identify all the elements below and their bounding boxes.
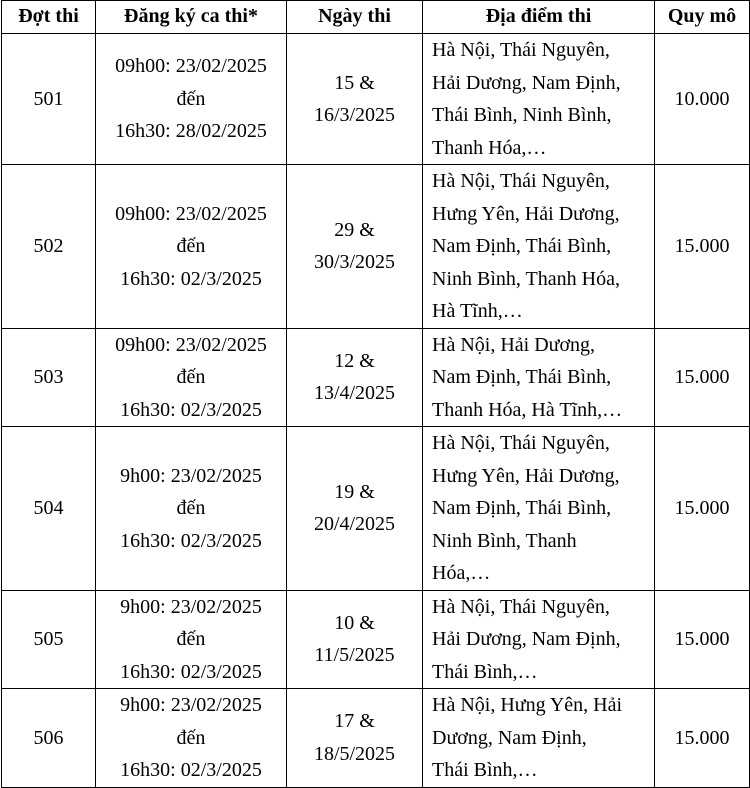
location-line: Nam Định, Thái Bình, bbox=[432, 497, 612, 519]
exam-day-first: 17 & bbox=[334, 710, 375, 733]
header-quy-mo: Quy mô bbox=[655, 1, 750, 34]
cell-dang-ky bbox=[96, 165, 287, 329]
exam-day-second: 13/4/2025 bbox=[313, 382, 396, 405]
cell-dang-ky bbox=[96, 328, 287, 427]
location-line: Hà Tĩnh,… bbox=[432, 300, 523, 322]
exam-day-second: 30/3/2025 bbox=[313, 251, 396, 274]
cell-dang-ky bbox=[96, 689, 287, 788]
cell-dot-thi: 503 bbox=[2, 328, 96, 427]
registration-end: 16h30: 28/02/2025 bbox=[115, 120, 267, 143]
cell-dot-thi: 505 bbox=[2, 590, 96, 689]
cell-ngay-thi bbox=[287, 590, 423, 689]
location-line: Hải Dương, Nam Định, bbox=[432, 71, 621, 94]
location-line: Thanh Hóa, Hà Tĩnh,… bbox=[432, 398, 623, 421]
cell-ngay-thi bbox=[287, 328, 423, 427]
location-line: Nam Định, Thái Bình, bbox=[432, 235, 612, 257]
cell-dia-diem bbox=[423, 427, 655, 591]
registration-to: đến bbox=[176, 726, 206, 749]
location-line: Ninh Bình, Thanh bbox=[432, 529, 577, 552]
cell-dia-diem bbox=[423, 328, 655, 427]
exam-day-second: 16/3/2025 bbox=[313, 104, 396, 126]
exam-day-first: 10 & bbox=[334, 611, 375, 634]
header-dia-diem-thi: Địa điểm thi bbox=[423, 1, 655, 34]
cell-quy-mo: 15.000 bbox=[655, 590, 750, 689]
header-row bbox=[2, 1, 750, 34]
registration-end: 16h30: 02/3/2025 bbox=[120, 529, 262, 552]
cell-dot-thi: 504 bbox=[2, 427, 96, 591]
cell-quy-mo: 15.000 bbox=[655, 328, 750, 427]
registration-start: 9h00: 23/02/2025 bbox=[120, 694, 262, 716]
exam-day-first: 29 & bbox=[334, 218, 375, 241]
registration-end: 16h30: 02/3/2025 bbox=[120, 267, 262, 290]
table-row bbox=[2, 590, 750, 689]
registration-start: 09h00: 23/02/2025 bbox=[115, 202, 267, 225]
cell-dia-diem bbox=[423, 689, 655, 788]
location-line: Hải Dương, Nam Định, bbox=[432, 628, 621, 650]
header-ngay-thi: Ngày thi bbox=[287, 1, 423, 34]
location-line: Thái Bình,… bbox=[432, 759, 538, 781]
registration-to: đến bbox=[176, 497, 206, 519]
registration-to: đến bbox=[176, 628, 206, 650]
cell-ngay-thi bbox=[287, 427, 423, 591]
cell-quy-mo: 15.000 bbox=[655, 689, 750, 788]
registration-to: đến bbox=[176, 87, 206, 110]
exam-day-first: 12 & bbox=[334, 349, 375, 372]
table-row bbox=[2, 34, 750, 165]
location-line: Hóa,… bbox=[432, 562, 491, 584]
registration-end: 16h30: 02/3/2025 bbox=[120, 398, 262, 421]
header-dot-thi: Đợt thi bbox=[2, 1, 96, 34]
table-row bbox=[2, 689, 750, 788]
location-line: Thái Bình,… bbox=[432, 660, 538, 683]
cell-dang-ky bbox=[96, 427, 287, 591]
cell-dang-ky bbox=[96, 34, 287, 165]
exam-schedule-table bbox=[1, 0, 750, 788]
cell-dang-ky bbox=[96, 590, 287, 689]
exam-day-second: 11/5/2025 bbox=[314, 644, 395, 667]
cell-ngay-thi bbox=[287, 165, 423, 329]
cell-quy-mo: 10.000 bbox=[655, 34, 750, 165]
location-line: Hà Nội, Hưng Yên, Hải bbox=[432, 694, 623, 716]
table-row bbox=[2, 165, 750, 329]
exam-day-first: 19 & bbox=[334, 480, 375, 503]
cell-dot-thi: 502 bbox=[2, 165, 96, 329]
cell-dia-diem bbox=[423, 590, 655, 689]
cell-dia-diem bbox=[423, 165, 655, 329]
cell-dot-thi: 501 bbox=[2, 34, 96, 165]
cell-dia-diem bbox=[423, 34, 655, 165]
registration-start: 9h00: 23/02/2025 bbox=[120, 595, 262, 618]
exam-day-second: 18/5/2025 bbox=[313, 742, 396, 765]
cell-quy-mo: 15.000 bbox=[655, 165, 750, 329]
exam-day-first: 15 & bbox=[334, 71, 375, 94]
registration-start: 09h00: 23/02/2025 bbox=[115, 55, 267, 78]
location-line: Hà Nội, Thái Nguyên, bbox=[432, 39, 610, 61]
registration-start: 09h00: 23/02/2025 bbox=[115, 333, 267, 356]
registration-to: đến bbox=[176, 235, 206, 257]
location-line: Hà Nội, Thái Nguyên, bbox=[432, 170, 610, 192]
location-line: Hưng Yên, Hải Dương, bbox=[432, 202, 620, 225]
location-line: Thanh Hóa,… bbox=[432, 136, 547, 159]
location-line: Nam Định, Thái Bình, bbox=[432, 366, 612, 388]
location-line: Hưng Yên, Hải Dương, bbox=[432, 464, 620, 487]
registration-start: 9h00: 23/02/2025 bbox=[120, 464, 262, 487]
location-line: Dương, Nam Định, bbox=[432, 726, 587, 749]
table-row bbox=[2, 427, 750, 591]
location-line: Hà Nội, Hải Dương, bbox=[432, 333, 596, 356]
header-dang-ky-ca-thi: Đăng ký ca thi* bbox=[96, 1, 287, 34]
cell-ngay-thi bbox=[287, 689, 423, 788]
location-line: Ninh Bình, Thanh Hóa, bbox=[432, 267, 620, 290]
location-line: Hà Nội, Thái Nguyên, bbox=[432, 595, 610, 618]
location-line: Hà Nội, Thái Nguyên, bbox=[432, 432, 610, 454]
cell-quy-mo: 15.000 bbox=[655, 427, 750, 591]
cell-dot-thi: 506 bbox=[2, 689, 96, 788]
registration-end: 16h30: 02/3/2025 bbox=[120, 759, 262, 781]
registration-to: đến bbox=[176, 366, 206, 388]
cell-ngay-thi bbox=[287, 34, 423, 165]
exam-day-second: 20/4/2025 bbox=[313, 513, 396, 536]
registration-end: 16h30: 02/3/2025 bbox=[120, 660, 262, 683]
table-row bbox=[2, 328, 750, 427]
location-line: Thái Bình, Ninh Bình, bbox=[432, 104, 612, 126]
